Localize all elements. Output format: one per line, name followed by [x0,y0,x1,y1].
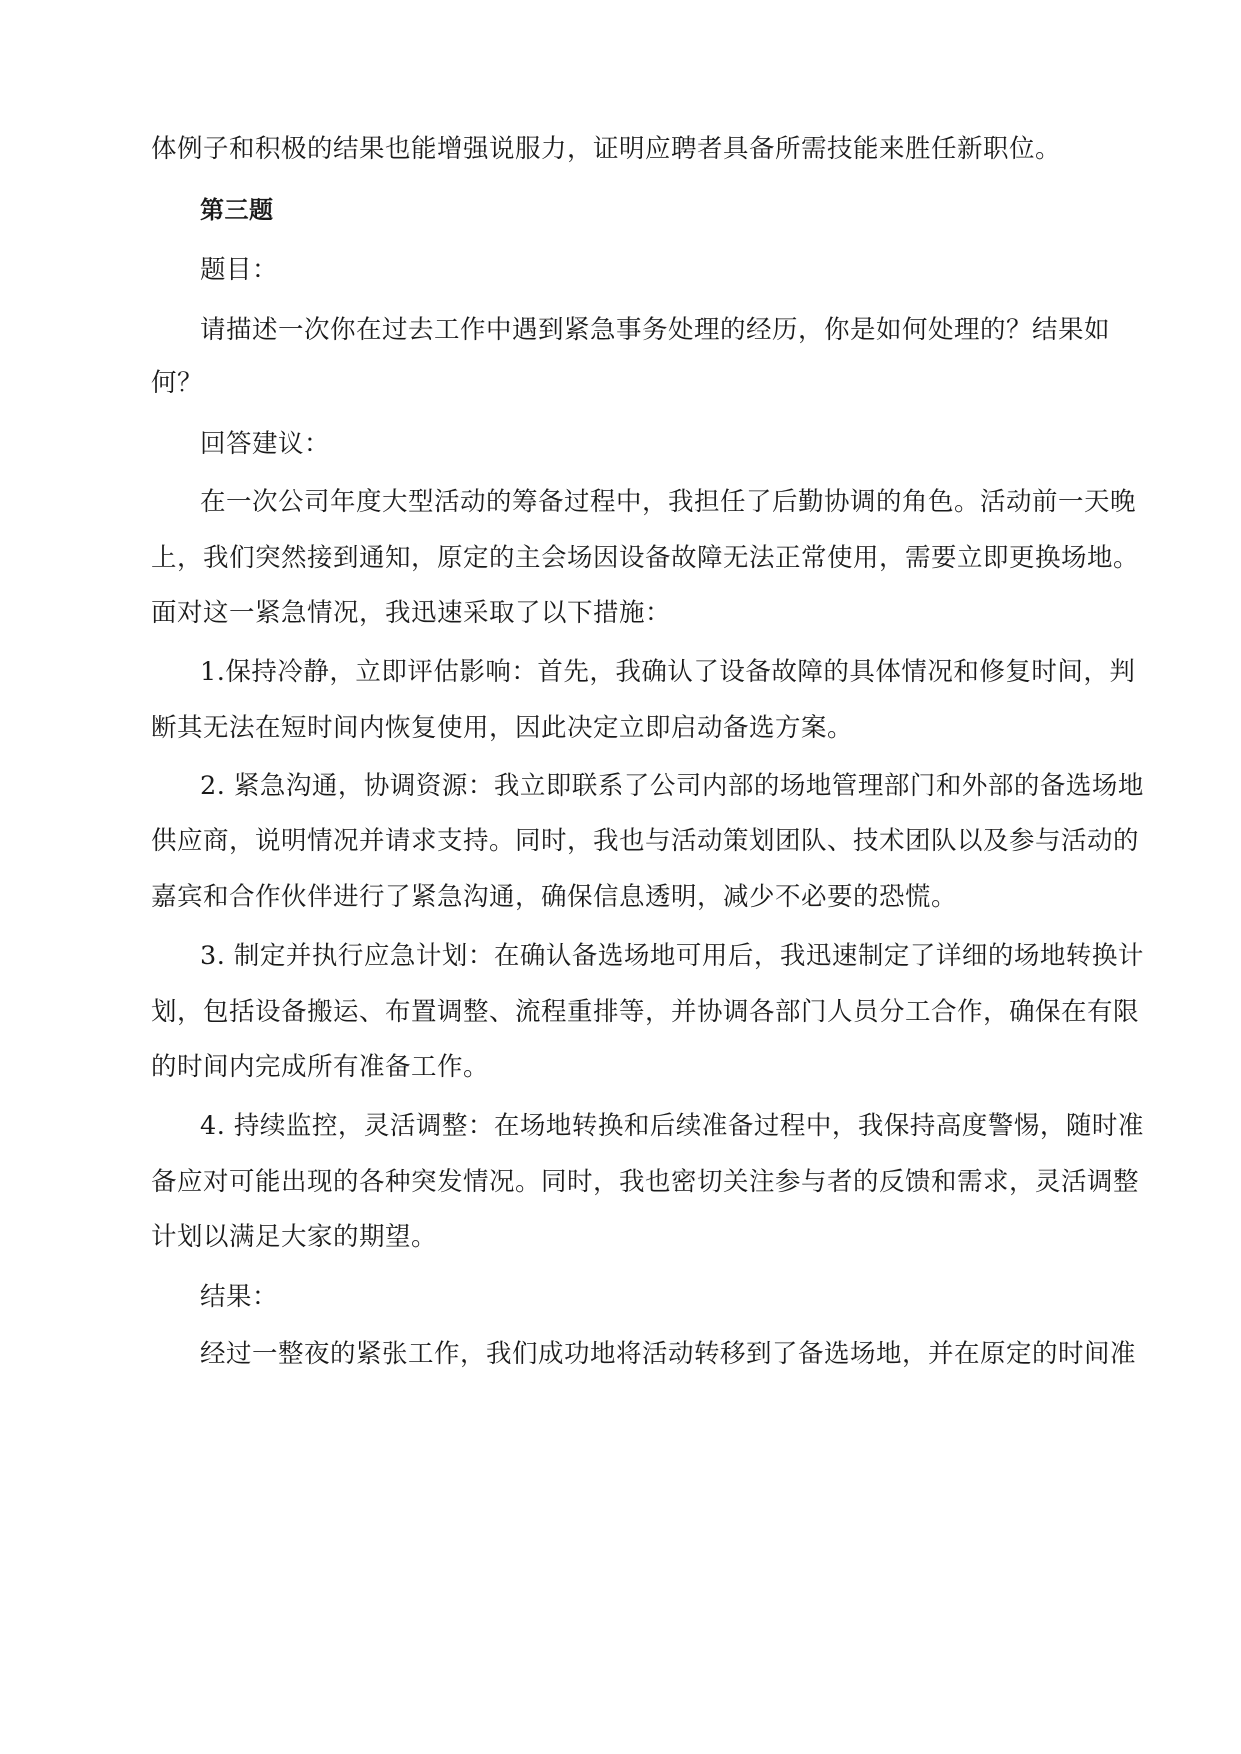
list-item-line: 划，包括设备搬运、布置调整、流程重排等，并协调各部门人员分工合作，确保在有限 [151,997,1140,1027]
paragraph-line: 上，我们突然接到通知，原定的主会场因设备故障无法正常使用，需要立即更换场地。 [151,543,1140,573]
question-label: 题目： [200,255,279,285]
paragraph-line: 在一次公司年度大型活动的筹备过程中，我担任了后勤协调的角色。活动前一天晚 [200,487,1137,517]
paragraph-line: 体例子和积极的结果也能增强说服力，证明应聘者具备所需技能来胜任新职位。 [151,134,1062,164]
section-heading: 第三题 [200,196,274,224]
list-item-line: 的时间内完成所有准备工作。 [151,1052,490,1082]
paragraph-line: 面对这一紧急情况，我迅速采取了以下措施： [151,598,672,628]
list-item-line: 计划以满足大家的期望。 [151,1222,438,1252]
list-item-line: 2. 紧急沟通，协调资源：我立即联系了公司内部的场地管理部门和外部的备选场地 [200,771,1144,801]
list-item-line: 嘉宾和合作伙伴进行了紧急沟通，确保信息透明，减少不必要的恐慌。 [151,882,958,912]
question-text-line: 请描述一次你在过去工作中遇到紧急事务处理的经历，你是如何处理的？结果如 [200,315,1111,345]
list-item-line: 3. 制定并执行应急计划：在确认备选场地可用后，我迅速制定了详细的场地转换计 [200,941,1144,971]
list-item-line: 4. 持续监控，灵活调整：在场地转换和后续准备过程中，我保持高度警惕，随时准 [200,1111,1144,1141]
list-item-line: 1.保持冷静，立即评估影响：首先，我确认了设备故障的具体情况和修复时间，判 [200,657,1136,687]
result-label: 结果： [200,1282,279,1312]
list-item-line: 供应商，说明情况并请求支持。同时，我也与活动策划团队、技术团队以及参与活动的 [151,826,1140,856]
list-item-line: 断其无法在短时间内恢复使用，因此决定立即启动备选方案。 [151,713,854,743]
paragraph-line: 经过一整夜的紧张工作，我们成功地将活动转移到了备选场地，并在原定的时间准 [200,1339,1137,1369]
list-item-line: 备应对可能出现的各种突发情况。同时，我也密切关注参与者的反馈和需求，灵活调整 [151,1167,1140,1197]
question-text-line: 何？ [151,368,204,398]
answer-label: 回答建议： [200,429,331,459]
